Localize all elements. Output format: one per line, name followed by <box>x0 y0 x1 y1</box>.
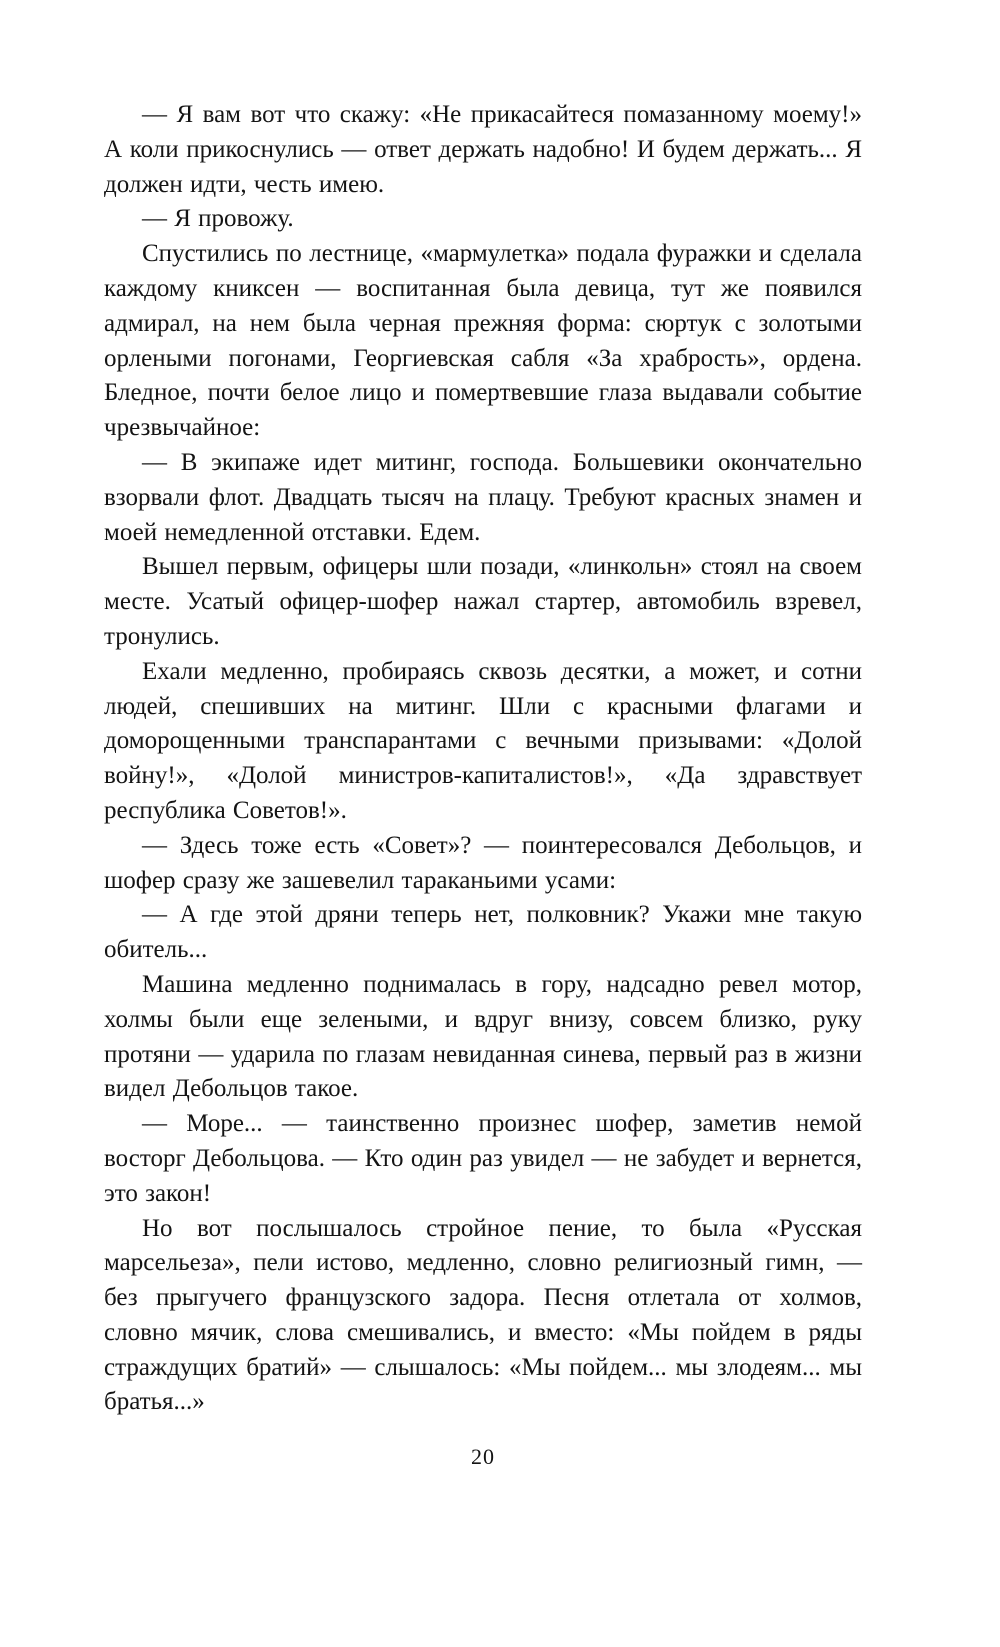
paragraph: — Я вам вот что скажу: «Не прикасайтеся помазанному моему!» А коли прикоснулись — ответ держать надобно! И будем держать... Я должен идти, честь имею. <box>104 101 862 198</box>
paragraph: — Здесь тоже есть «Совет»? — поинтересовался Дебольцов, и шофер сразу же зашевелил тараканьими усами: <box>104 831 862 894</box>
paragraph: — Я провожу. <box>142 205 294 233</box>
paragraph: — В экипаже идет митинг, господа. Большевики окончательно взорвали флот. Двадцать тысяч на плацу. Требуют красных знамен и моей немедленной отставки. Едем. <box>104 448 862 546</box>
paragraph: Машина медленно поднималась в гору, надсадно ревел мотор, холмы были еще зелеными, и вдруг внизу, совсем близко, руку протяни — ударила по глазам невиданная синева, первый раз в жизни видел Дебольцов такое. <box>104 970 862 1103</box>
paragraph: — Море... — таинственно произнес шофер, заметив немой восторг Дебольцова. — Кто один раз увидел — не забудет и вернется, это закон! <box>104 1110 862 1207</box>
paragraph: Спустились по лестнице, «мармулетка» подала фуражки и сделала каждому книксен — воспитанная была девица, тут же появился адмирал, на нем была черная прежняя форма: сюртук с золотыми орлеными погонами, Георгиевская сабля «За храбрость», ордена. Бледное, почти белое лицо и помертвевшие глаза выдавали событие чрезвычайное: <box>104 240 862 442</box>
text-block <box>104 98 862 1420</box>
paragraph: Вышел первым, офицеры шли позади, «линкольн» стоял на своем месте. Усатый офицер-шофер нажал стартер, автомобиль взревел, тронулись. <box>104 553 862 650</box>
paragraph: Но вот послышалось стройное пение, то была «Русская марсельеза», пели истово, медленно, словно религиозный гимн, — без прыгучего французского задора. Песня отлетала от холмов, словно мячик, слова смешивались, и вместо: «Мы пойдем в ряды страждущих братий» — слышалось: «Мы пойдем... мы злодеям... мы братья...» <box>104 1214 862 1416</box>
paragraph: — А где этой дряни теперь нет, полковник? Укажи мне такую обитель... <box>104 901 862 964</box>
paragraph: Ехали медленно, пробираясь сквозь десятки, а может, и сотни людей, спешивших на митинг. Шли с красными флагами и доморощенными транспарантами с вечными призывами: «Долой войну!», «Долой министров-капиталистов!», «Да здравствует республика Советов!». <box>104 657 862 824</box>
page-number: 20 <box>471 1444 495 1469</box>
